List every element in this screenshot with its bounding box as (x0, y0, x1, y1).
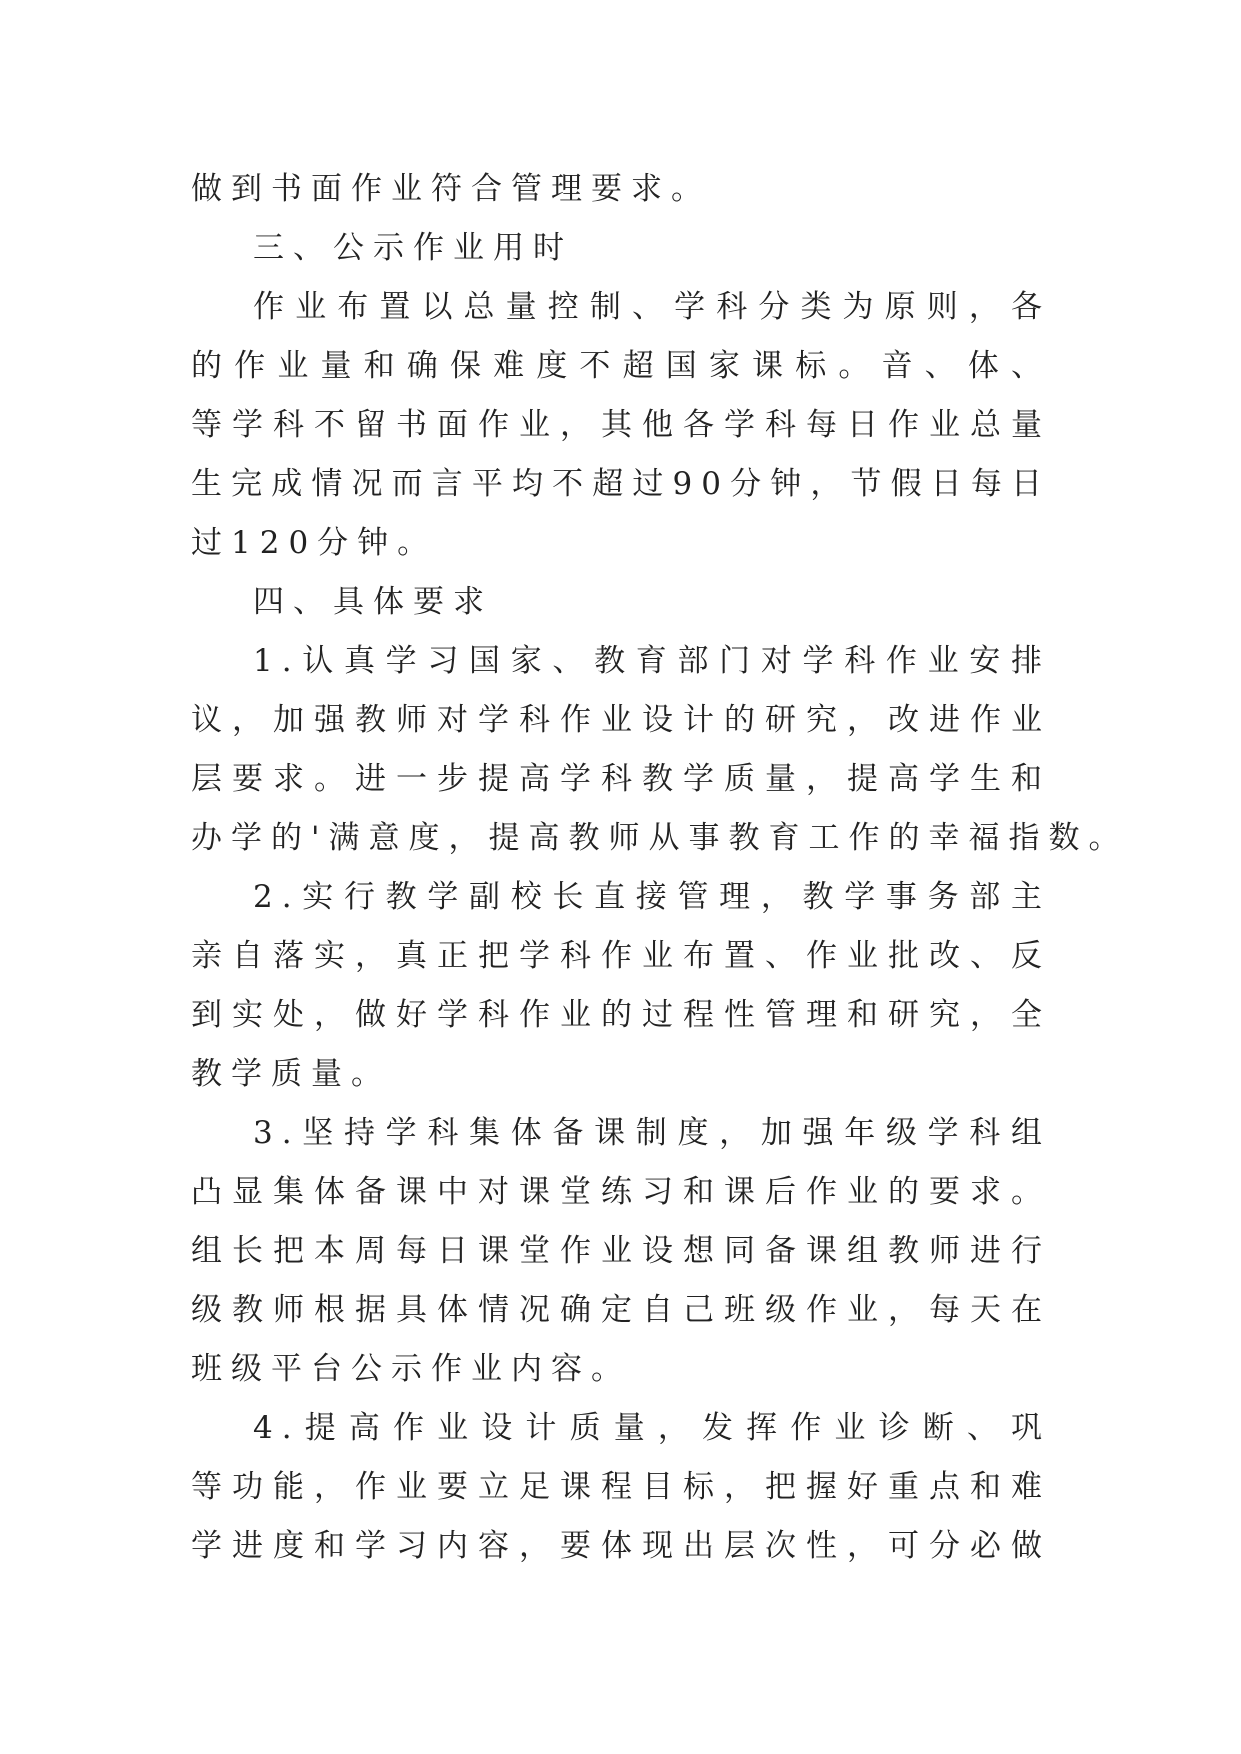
paragraph-line: 议，加强教师对学科作业设计的研究，改进作业 (191, 702, 1051, 738)
paragraph-line: 亲自落实，真正把学科作业布置、作业批改、反 (191, 938, 1051, 974)
paragraph-line: 过120分钟。 (191, 525, 438, 561)
paragraph-line: 4.提高作业设计质量，发挥作业诊断、巩 (253, 1410, 1051, 1446)
paragraph-line: 办学的'满意度，提高教师从事教育工作的幸福指数。 (191, 820, 1129, 856)
paragraph-line: 做到书面作业符合管理要求。 (191, 171, 711, 207)
paragraph-line: 等学科不留书面作业，其他各学科每日作业总量 (191, 407, 1051, 443)
paragraph-line: 2.实行教学副校长直接管理，教学事务部主 (253, 879, 1051, 915)
paragraph-line: 班级平台公示作业内容。 (191, 1351, 631, 1387)
paragraph-line: 到实处，做好学科作业的过程性管理和研究，全 (191, 997, 1051, 1033)
paragraph-line: 级教师根据具体情况确定自己班级作业，每天在 (191, 1292, 1051, 1328)
paragraph-line: 教学质量。 (191, 1056, 391, 1092)
paragraph-line: 作业布置以总量控制、学科分类为原则，各 (253, 289, 1051, 325)
paragraph-line: 生完成情况而言平均不超过90分钟，节假日每日 (191, 466, 1051, 502)
paragraph-line: 凸显集体备课中对课堂练习和课后作业的要求。 (191, 1174, 1051, 1210)
paragraph-line: 的作业量和确保难度不超国家课标。音、体、 (191, 348, 1051, 384)
section-heading-4: 四、具体要求 (253, 584, 493, 620)
section-heading-3: 三、公示作业用时 (253, 230, 573, 266)
paragraph-line: 等功能，作业要立足课程目标，把握好重点和难 (191, 1469, 1051, 1505)
document-body (191, 160, 1129, 1576)
paragraph-line: 学进度和学习内容，要体现出层次性，可分必做 (191, 1528, 1051, 1564)
paragraph-line: 3.坚持学科集体备课制度，加强年级学科组 (253, 1115, 1051, 1151)
paragraph-line: 1.认真学习国家、教育部门对学科作业安排 (253, 643, 1051, 679)
paragraph-line: 层要求。进一步提高学科教学质量，提高学生和 (191, 761, 1051, 797)
paragraph-line: 组长把本周每日课堂作业设想同备课组教师进行 (191, 1233, 1051, 1269)
